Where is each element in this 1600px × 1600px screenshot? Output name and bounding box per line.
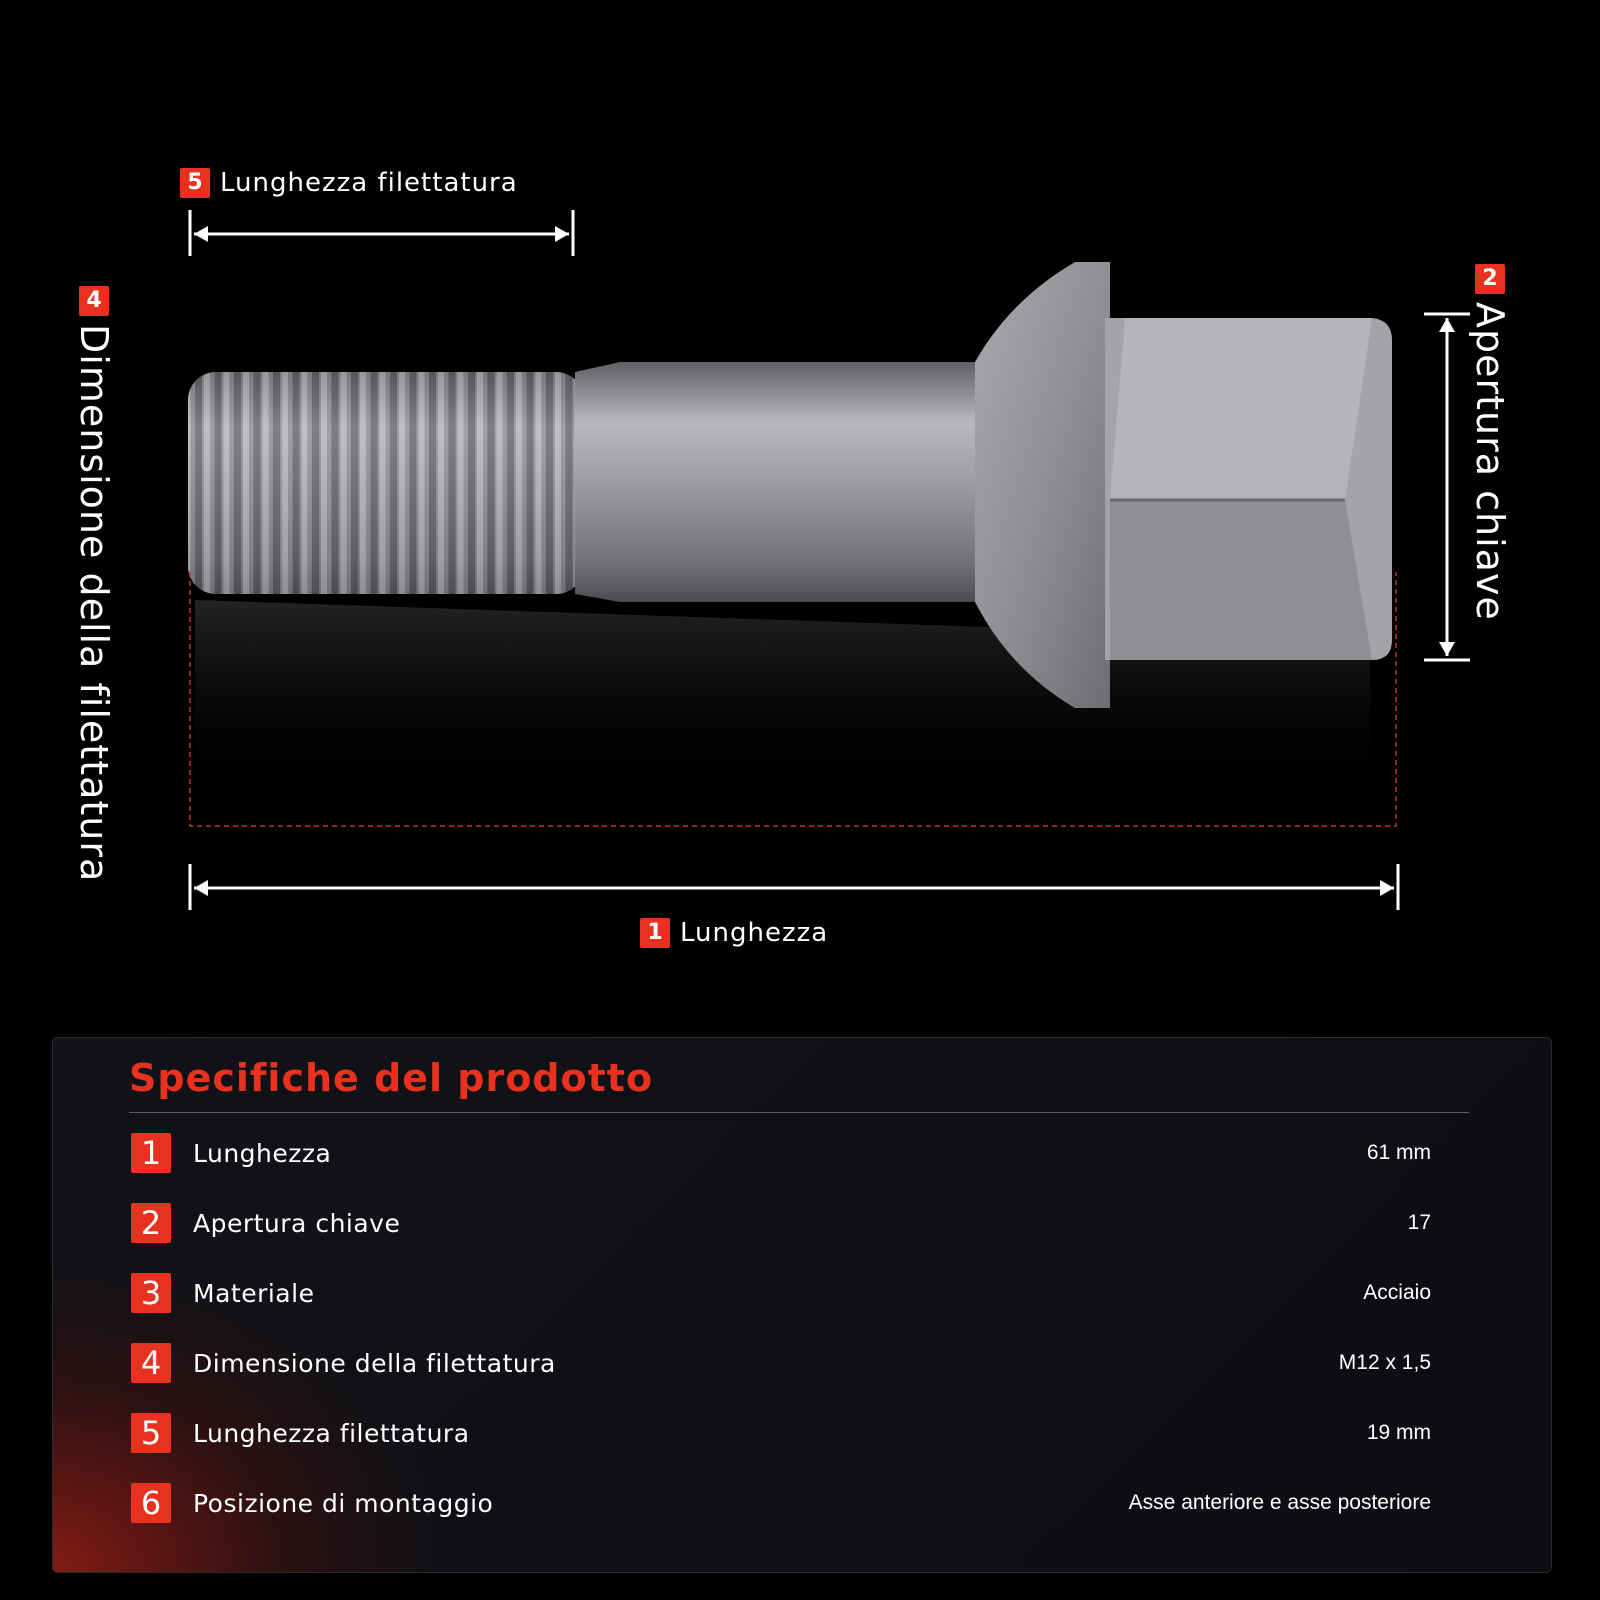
length-text: Lunghezza — [680, 918, 829, 948]
spec-key: Lunghezza — [193, 1138, 332, 1168]
thread-shading — [188, 372, 584, 594]
specs-title: Specifiche del prodotto — [129, 1056, 654, 1100]
spec-badge: 1 — [131, 1133, 171, 1173]
spec-badge: 5 — [131, 1413, 171, 1453]
wrench-size-label — [1468, 264, 1512, 621]
length-dimension — [190, 864, 1398, 910]
spec-key: Apertura chiave — [193, 1208, 401, 1238]
spec-badge: 3 — [131, 1273, 171, 1313]
bolt-head-face-bottom — [1110, 500, 1372, 660]
spec-key: Posizione di montaggio — [193, 1488, 494, 1518]
spec-value: 17 — [1407, 1211, 1431, 1234]
product-specs-panel — [52, 1037, 1552, 1573]
thread-length-badge: 5 — [180, 168, 210, 198]
thread-length-dimension — [190, 210, 573, 256]
thread-size-label — [72, 286, 116, 882]
specs-divider — [129, 1112, 1469, 1113]
shaft — [575, 362, 975, 602]
spec-badge: 6 — [131, 1483, 171, 1523]
thread-size-text: Dimensione della filettatura — [72, 324, 116, 883]
spec-row-wrench-size — [131, 1201, 1431, 1245]
thread-length-label — [180, 168, 518, 198]
spec-key: Materiale — [193, 1278, 315, 1308]
spec-key: Lunghezza filettatura — [193, 1418, 470, 1448]
thread-size-badge: 4 — [79, 286, 109, 316]
spec-row-thread-length — [131, 1411, 1431, 1455]
spec-value: 61 mm — [1366, 1141, 1431, 1164]
spec-row-material — [131, 1271, 1431, 1315]
spec-row-thread-size — [131, 1341, 1431, 1385]
spec-key: Dimensione della filettatura — [193, 1348, 556, 1378]
wrench-size-badge: 2 — [1475, 264, 1505, 294]
thread-length-text: Lunghezza filettatura — [220, 168, 518, 198]
spec-value: 19 mm — [1366, 1421, 1431, 1444]
length-badge: 1 — [640, 918, 670, 948]
spec-value: Asse anteriore e asse posteriore — [1128, 1491, 1431, 1514]
spec-badge: 4 — [131, 1343, 171, 1383]
spec-value: M12 x 1,5 — [1338, 1351, 1431, 1374]
wrench-size-text: Apertura chiave — [1468, 302, 1512, 621]
bolt-head-face-top — [1110, 318, 1372, 500]
wrench-size-dimension — [1424, 314, 1470, 660]
spec-row-length — [131, 1131, 1431, 1175]
spec-badge: 2 — [131, 1203, 171, 1243]
length-label — [640, 918, 828, 948]
spec-value: Acciaio — [1363, 1281, 1431, 1304]
spec-row-mounting-position — [131, 1481, 1431, 1525]
